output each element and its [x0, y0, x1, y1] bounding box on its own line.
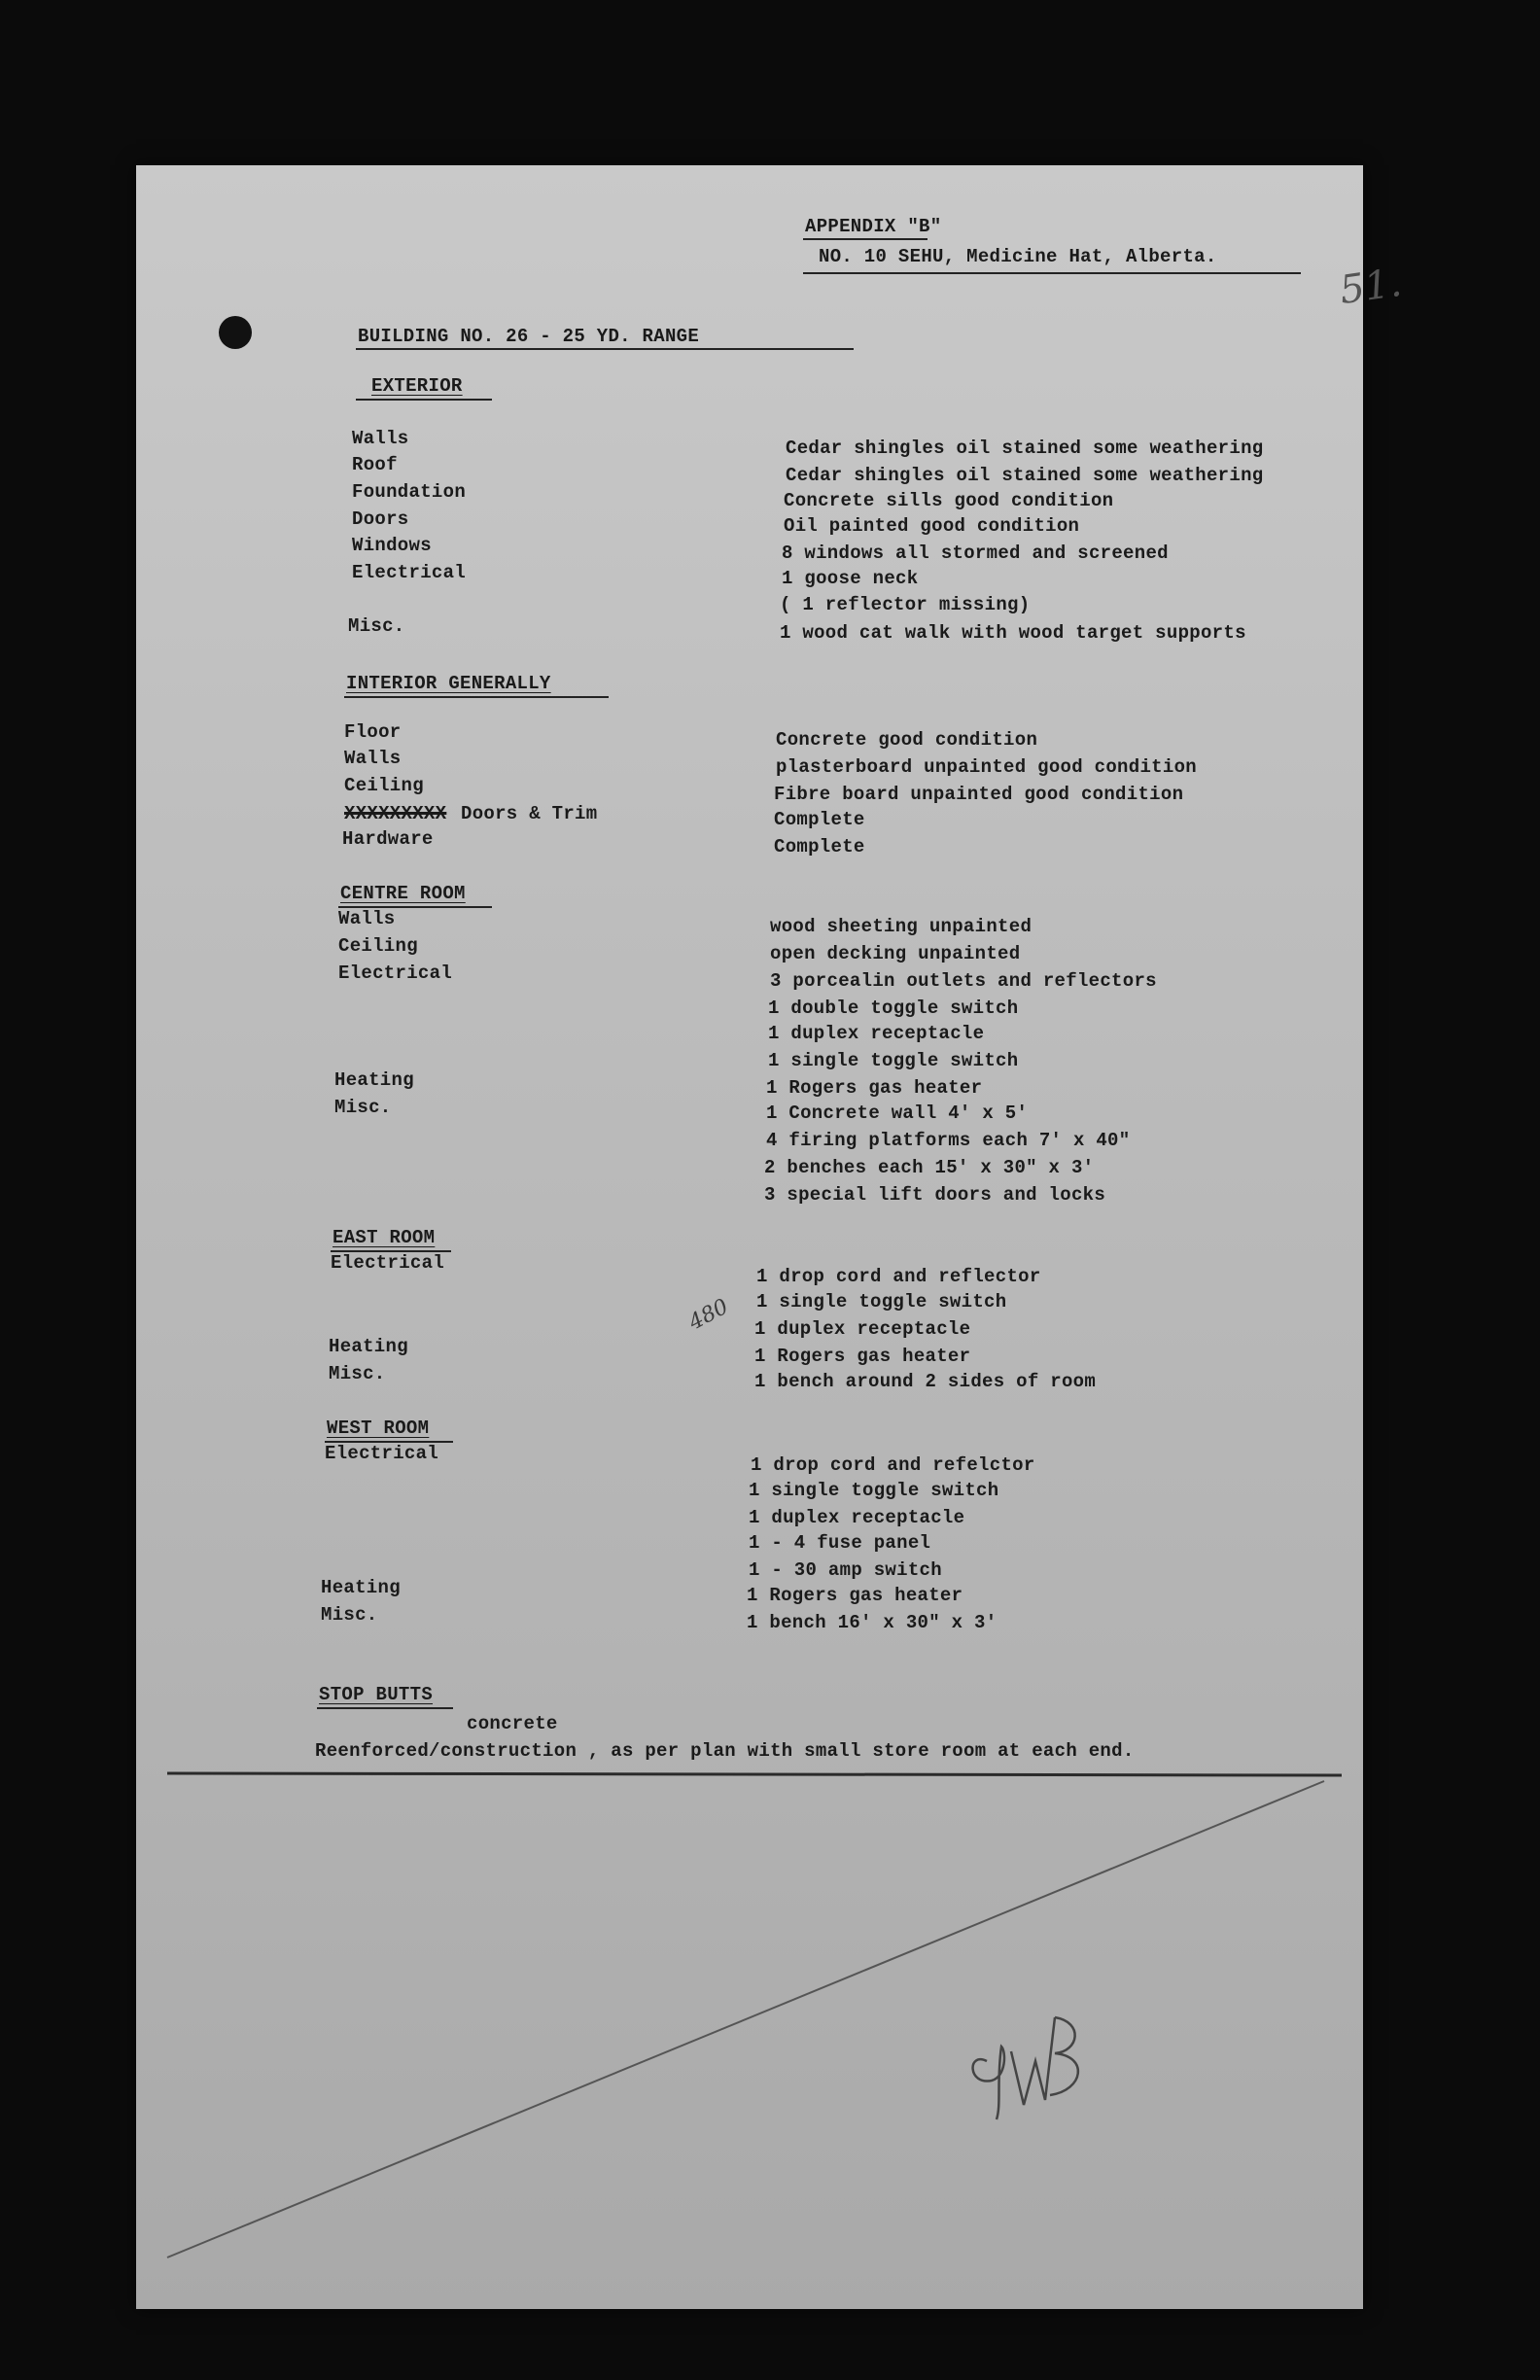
centre-room-value: 3 special lift doors and locks	[764, 1184, 1106, 1206]
centre-room-heading: CENTRE ROOM	[340, 883, 466, 904]
centre-room-label: Misc.	[334, 1097, 392, 1118]
exterior-value: ( 1 reflector missing)	[780, 594, 1031, 615]
interior-value: Complete	[774, 809, 865, 830]
signature-drawing	[958, 1993, 1103, 2129]
centre-room-value: wood sheeting unpainted	[770, 916, 1032, 937]
centre-room-value: 3 porcealin outlets and reflectors	[770, 970, 1157, 992]
west-room-value: 1 bench 16' x 30" x 3'	[747, 1612, 998, 1633]
west-room-heading: WEST ROOM	[327, 1418, 430, 1439]
centre-room-value: 4 firing platforms each 7' x 40"	[766, 1130, 1131, 1151]
stop-butts-insert: concrete	[467, 1713, 558, 1734]
west-room-value: 1 - 4 fuse panel	[749, 1532, 931, 1554]
interior-heading: INTERIOR GENERALLY	[346, 673, 551, 694]
west-room-value: 1 single toggle switch	[749, 1480, 999, 1501]
struck-out-text: XXXXXXXXX	[344, 803, 447, 824]
stop-butts-text: Reenforced/construction , as per plan with small store room at each end.	[315, 1740, 1135, 1762]
centre-room-value: 1 Rogers gas heater	[766, 1077, 983, 1099]
interior-label: Floor	[344, 721, 402, 743]
west-room-value: 1 duplex receptacle	[749, 1507, 965, 1528]
exterior-value: 1 goose neck	[782, 568, 919, 589]
interior-label: Doors & Trim	[461, 803, 598, 824]
exterior-label: Doors	[352, 508, 409, 530]
centre-room-label: Walls	[338, 908, 396, 929]
centre-room-value: open decking unpainted	[770, 943, 1021, 964]
exterior-label: Roof	[352, 454, 398, 475]
exterior-label: Walls	[352, 428, 409, 449]
exterior-value: 8 windows all stormed and screened	[782, 542, 1169, 564]
centre-room-label: Electrical	[338, 962, 453, 984]
east-room-label: Electrical	[331, 1252, 445, 1274]
exterior-value: Cedar shingles oil stained some weathering	[786, 438, 1264, 459]
interior-label: Walls	[344, 748, 402, 769]
exterior-value: Concrete sills good condition	[784, 490, 1114, 511]
unit-label: NO. 10 SEHU, Medicine Hat, Alberta.	[819, 246, 1217, 267]
interior-value: Concrete good condition	[776, 729, 1038, 751]
east-room-value: 1 duplex receptacle	[754, 1318, 971, 1340]
east-room-value: 1 bench around 2 sides of room	[754, 1371, 1097, 1392]
exterior-label: Misc.	[348, 615, 405, 637]
west-room-label: Electrical	[325, 1443, 439, 1464]
interior-label: Hardware	[342, 828, 434, 850]
appendix-label: APPENDIX "B"	[805, 216, 942, 237]
exterior-value: Oil painted good condition	[784, 515, 1080, 537]
centre-room-label: Ceiling	[338, 935, 418, 957]
centre-room-value: 2 benches each 15' x 30" x 3'	[764, 1157, 1095, 1178]
centre-room-value: 1 duplex receptacle	[768, 1023, 985, 1044]
centre-room-value: 1 single toggle switch	[768, 1050, 1019, 1071]
margin-mark: 480	[684, 1294, 733, 1336]
east-room-value: 1 drop cord and reflector	[756, 1266, 1041, 1287]
interior-value: Fibre board unpainted good condition	[774, 784, 1184, 805]
centre-room-label: Heating	[334, 1069, 414, 1091]
exterior-value: 1 wood cat walk with wood target supports	[780, 622, 1246, 644]
page-number: 51.	[1337, 260, 1405, 314]
interior-value: Complete	[774, 836, 865, 858]
east-room-value: 1 Rogers gas heater	[754, 1346, 971, 1367]
exterior-value: Cedar shingles oil stained some weathering	[786, 465, 1264, 486]
west-room-value: 1 drop cord and refelctor	[751, 1454, 1035, 1476]
interior-label: Ceiling	[344, 775, 424, 796]
exterior-label: Electrical	[352, 562, 467, 583]
west-room-value: 1 - 30 amp switch	[749, 1559, 942, 1581]
exterior-label: Foundation	[352, 481, 467, 503]
west-room-label: Heating	[321, 1577, 401, 1598]
exterior-heading: EXTERIOR	[371, 375, 463, 397]
centre-room-value: 1 Concrete wall 4' x 5'	[766, 1102, 1029, 1124]
east-room-label: Heating	[329, 1336, 408, 1357]
west-room-value: 1 Rogers gas heater	[747, 1585, 963, 1606]
building-title: BUILDING NO. 26 - 25 YD. RANGE	[358, 326, 700, 347]
interior-value: plasterboard unpainted good condition	[776, 756, 1197, 778]
west-room-label: Misc.	[321, 1604, 378, 1626]
stop-butts-heading: STOP BUTTS	[319, 1684, 434, 1705]
exterior-label: Windows	[352, 535, 432, 556]
centre-room-value: 1 double toggle switch	[768, 998, 1019, 1019]
east-room-heading: EAST ROOM	[332, 1227, 436, 1248]
east-room-label: Misc.	[329, 1363, 386, 1384]
east-room-value: 1 single toggle switch	[756, 1291, 1007, 1312]
